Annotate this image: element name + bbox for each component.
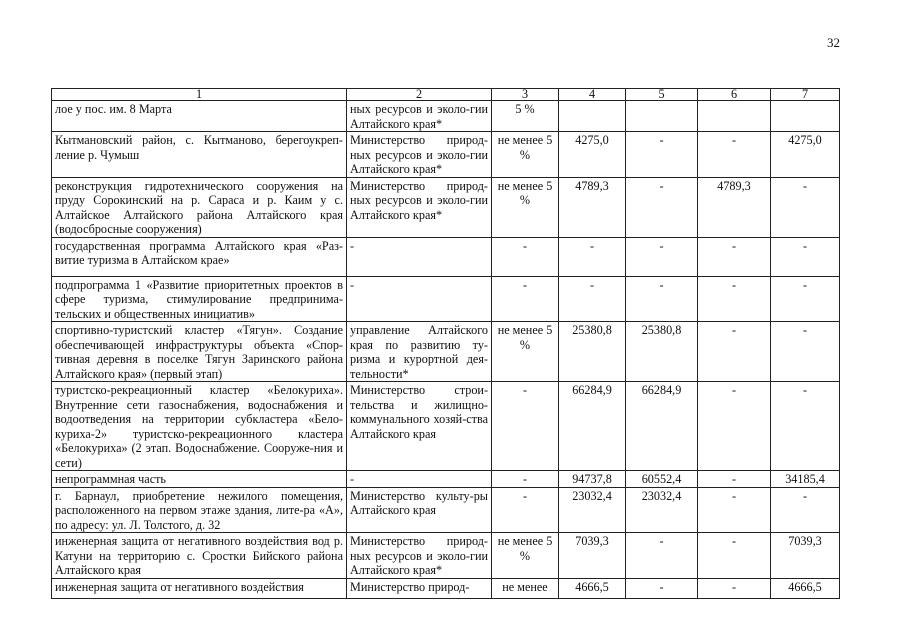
table-cell-col-7: [771, 101, 840, 132]
table-cell-col-3: -: [492, 487, 559, 533]
table-cell-col-2: Министерство строи-тельства и жилищно-коммунального хозяй-ства Алтайского края: [347, 382, 492, 471]
table-row: [52, 132, 840, 178]
table-cell-col-5: [626, 101, 698, 132]
table-cell-col-3: -: [492, 471, 559, 488]
table-cell-col-4: 66284,9: [559, 382, 626, 471]
table-row: [52, 276, 840, 322]
table-cell-col-7: -: [771, 322, 840, 382]
table-cell-col-4: 4789,3: [559, 177, 626, 237]
table-cell-col-5: -: [626, 276, 698, 322]
table-row: [52, 382, 840, 471]
table-cell-col-5: 23032,4: [626, 487, 698, 533]
table-row: [52, 471, 840, 488]
table-cell-col-6: -: [698, 132, 771, 178]
table-cell-col-1: инженерная защита от негативного воздействия вод р. Катуни на территорию с. Сростки Бийского района Алтайского края: [52, 533, 347, 579]
table-cell-col-3: не менее 5 %: [492, 132, 559, 178]
table-cell-col-1: непрограммная часть: [52, 471, 347, 488]
table-cell-col-3: не менее 5 %: [492, 322, 559, 382]
table-cell-col-6: -: [698, 382, 771, 471]
table-cell-col-1: Кытмановский район, с. Кытманово, берегоукреп-ление р. Чумыш: [52, 132, 347, 178]
table-cell-col-3: 5 %: [492, 101, 559, 132]
table-cell-col-5: 66284,9: [626, 382, 698, 471]
column-header-2: 2: [347, 89, 492, 101]
column-header-7: 7: [771, 89, 840, 101]
table-cell-col-7: -: [771, 276, 840, 322]
table-cell-col-5: 25380,8: [626, 322, 698, 382]
table-cell-col-4: -: [559, 237, 626, 276]
table-cell-col-2: -: [347, 471, 492, 488]
table-row: [52, 533, 840, 579]
table-cell-col-2: Министерство культу-ры Алтайского края: [347, 487, 492, 533]
table-cell-col-3: -: [492, 276, 559, 322]
table-cell-col-1: лое у пос. им. 8 Марта: [52, 101, 347, 132]
table-cell-col-1: реконструкция гидротехнического сооружения на пруду Сорокинский на р. Сараса и р. Каим у с. Алтайское Алтайского района Алтайского края (водосбросные сооружения): [52, 177, 347, 237]
table-row: [52, 487, 840, 533]
table-cell-col-6: -: [698, 237, 771, 276]
table-cell-col-3: -: [492, 382, 559, 471]
table-cell-col-1: подпрограмма 1 «Развитие приоритетных проектов в сфере туризма, стимулирование предпринима-тельских и общественных инициатив»: [52, 276, 347, 322]
table-cell-col-7: 4275,0: [771, 132, 840, 178]
table-cell-col-3: -: [492, 237, 559, 276]
table-cell-col-7: -: [771, 237, 840, 276]
table-cell-col-7: -: [771, 487, 840, 533]
table-row: [52, 237, 840, 276]
table-cell-col-4: 7039,3: [559, 533, 626, 579]
table-cell-col-7: -: [771, 382, 840, 471]
table-cell-col-2: -: [347, 237, 492, 276]
table-cell-col-5: -: [626, 578, 698, 598]
table-cell-col-6: -: [698, 471, 771, 488]
table-row: [52, 101, 840, 132]
table-cell-col-2: Министерство природ-ных ресурсов и эколо-гии Алтайского края*: [347, 177, 492, 237]
table-cell-col-6: -: [698, 533, 771, 579]
column-header-5: 5: [626, 89, 698, 101]
table-cell-col-4: 4666,5: [559, 578, 626, 598]
table-cell-col-7: 4666,5: [771, 578, 840, 598]
table-body: [52, 89, 840, 599]
table-cell-col-6: -: [698, 322, 771, 382]
table-cell-col-6: -: [698, 276, 771, 322]
table-cell-col-4: -: [559, 276, 626, 322]
table-cell-col-4: 25380,8: [559, 322, 626, 382]
table-cell-col-3: не менее 5 %: [492, 177, 559, 237]
table-cell-col-3: не менее 5 %: [492, 533, 559, 579]
table-cell-col-5: 60552,4: [626, 471, 698, 488]
table-cell-col-7: 7039,3: [771, 533, 840, 579]
table-cell-col-5: -: [626, 177, 698, 237]
table-cell-col-5: -: [626, 132, 698, 178]
table-cell-col-1: инженерная защита от негативного воздействия: [52, 578, 347, 598]
table-cell-col-2: -: [347, 276, 492, 322]
table-cell-col-4: 4275,0: [559, 132, 626, 178]
table-cell-col-7: 34185,4: [771, 471, 840, 488]
table-cell-col-2: Министерство природ-: [347, 578, 492, 598]
table-cell-col-1: спортивно-туристский кластер «Тягун». Создание обеспечивающей инфраструктуры объекта «Спор-тивная деревня в поселке Тягун Заринского района Алтайского края» (первый этап): [52, 322, 347, 382]
table-cell-col-1: государственная программа Алтайского края «Раз-витие туризма в Алтайском крае»: [52, 237, 347, 276]
page-number: 32: [827, 35, 840, 50]
table-cell-col-2: Министерство природ-ных ресурсов и эколо-гии Алтайского края*: [347, 132, 492, 178]
table-cell-col-1: туристско-рекреационный кластер «Белокуриха». Внутренние сети газоснабжения, водоснабжения и водоотведения на территории субкластера «Бело-куриха-2» туристско-рекреационного кластера «Белокуриха» (2 этап. Водоснабжение. Сооруже-ния и сети): [52, 382, 347, 471]
table-cell-col-4: [559, 101, 626, 132]
table-cell-col-1: г. Барнаул, приобретение нежилого помещения, расположенного на первом этаже здания, лите-ра «А», по адресу: ул. Л. Толстого, д. 32: [52, 487, 347, 533]
column-header-1: 1: [52, 89, 347, 101]
table-cell-col-3: не менее: [492, 578, 559, 598]
table-header-row: [52, 89, 840, 101]
column-header-3: 3: [492, 89, 559, 101]
table-row: [52, 322, 840, 382]
table-cell-col-2: Министерство природ-ных ресурсов и эколо-гии Алтайского края*: [347, 533, 492, 579]
table-cell-col-6: -: [698, 487, 771, 533]
column-header-4: 4: [559, 89, 626, 101]
data-table: [51, 88, 840, 599]
table-cell-col-6: 4789,3: [698, 177, 771, 237]
table-cell-col-5: -: [626, 237, 698, 276]
table-cell-col-6: [698, 101, 771, 132]
table-row: [52, 578, 840, 598]
table-cell-col-7: -: [771, 177, 840, 237]
table-cell-col-6: -: [698, 578, 771, 598]
table-cell-col-4: 23032,4: [559, 487, 626, 533]
column-header-6: 6: [698, 89, 771, 101]
table-cell-col-2: ных ресурсов и эколо-гии Алтайского края*: [347, 101, 492, 132]
table-cell-col-2: управление Алтайского края по развитию ту-ризма и курортной дея-тельности*: [347, 322, 492, 382]
table-cell-col-4: 94737,8: [559, 471, 626, 488]
table-cell-col-5: -: [626, 533, 698, 579]
table-row: [52, 177, 840, 237]
